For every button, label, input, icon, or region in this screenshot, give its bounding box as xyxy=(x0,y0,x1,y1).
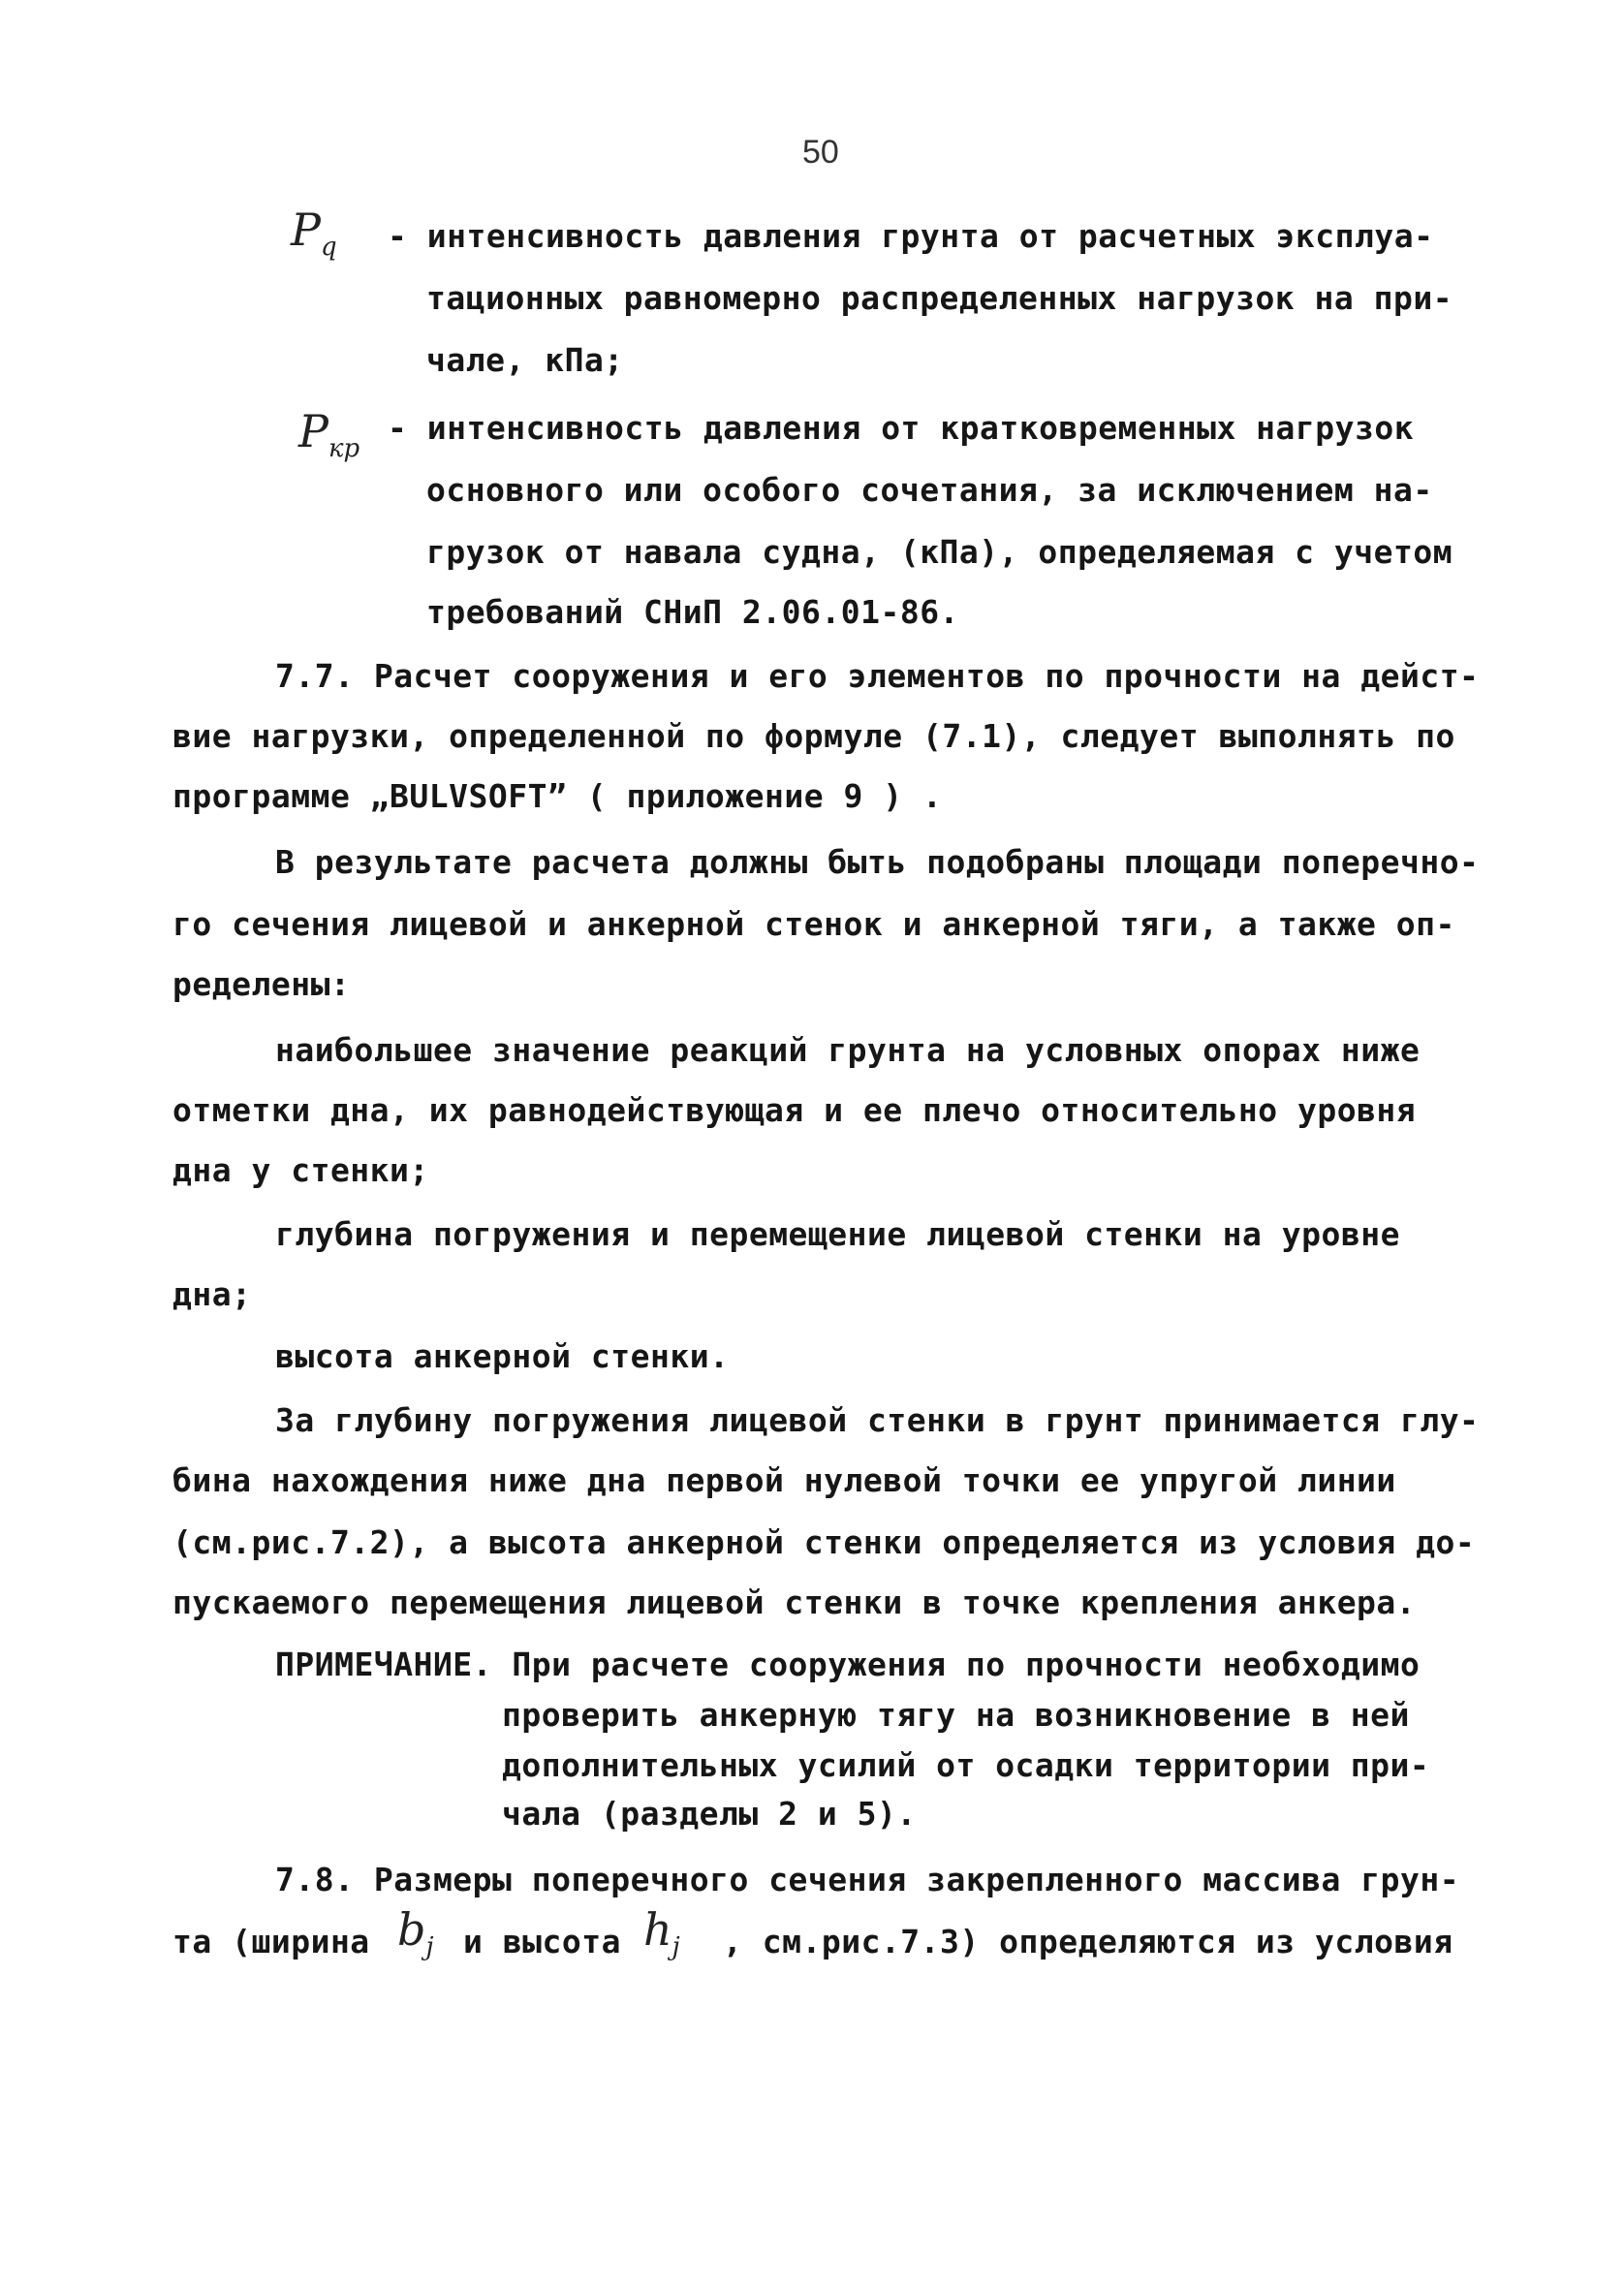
text-line: наибольшее значение реакций грунта на условных опорах ниже xyxy=(275,1031,1421,1069)
text-line: В результате расчета должны быть подобраны площади поперечно- xyxy=(275,843,1480,881)
text-line: 7.7. Расчет сооружения и его элементов по прочности на дейст- xyxy=(275,657,1480,695)
text-line: дна; xyxy=(172,1275,252,1313)
text-line: За глубину погружения лицевой стенки в грунт принимается глу- xyxy=(275,1401,1480,1439)
text-line: ределены: xyxy=(172,965,351,1003)
text-line: вие нагрузки, определенной по формуле (7.1), следует выполнять по xyxy=(172,717,1455,755)
text-line: глубина погружения и перемещение лицевой стенки на уровне xyxy=(275,1215,1400,1253)
symbol-h-j: $h_j$ xyxy=(643,1903,680,1962)
text-line: го сечения лицевой и анкерной стенок и анкерной тяги, а также оп- xyxy=(172,905,1455,943)
text-line: - интенсивность давления от кратковременных нагрузок xyxy=(388,409,1415,447)
page-number: 50 xyxy=(802,134,839,171)
text-line: тационных равномерно распределенных нагрузок на при- xyxy=(426,279,1453,317)
text-line: высота анкерной стенки. xyxy=(275,1337,730,1375)
text-line: и высота xyxy=(463,1923,621,1960)
note-line: дополнительных усилий от осадки территории при- xyxy=(502,1746,1430,1784)
symbol-b-j: $b_j$ xyxy=(397,1903,434,1962)
note-line: проверить анкерную тягу на возникновение в ней xyxy=(502,1696,1410,1734)
symbol-p-kr: $P_{кр}$ xyxy=(298,405,360,464)
text-line: дна у стенки; xyxy=(172,1151,429,1189)
text-line: пускаемого перемещения лицевой стенки в точке крепления анкера. xyxy=(172,1583,1417,1621)
text-line: , см.рис.7.3) определяются из условия xyxy=(723,1923,1453,1960)
text-line: 7.8. Размеры поперечного сечения закрепленного массива грун- xyxy=(275,1861,1460,1898)
text-line: грузок от навала судна, (кПа), определяемая с учетом xyxy=(426,533,1453,571)
note-line: чала (разделы 2 и 5). xyxy=(502,1795,917,1833)
text-line: - интенсивность давления грунта от расчетных эксплуа- xyxy=(388,217,1434,255)
text-line: требований СНиП 2.06.01-86. xyxy=(426,593,959,631)
symbol-p-q: $P_q$ xyxy=(291,204,337,263)
text-line: программе „BULVSOFT” ( приложение 9 ) . xyxy=(172,777,943,815)
text-line: бина нахождения ниже дна первой нулевой точки ее упругой линии xyxy=(172,1461,1396,1499)
text-line: основного или особого сочетания, за исключением на- xyxy=(426,471,1433,509)
text-line: (см.рис.7.2), а высота анкерной стенки определяется из условия до- xyxy=(172,1523,1476,1561)
text-line: та (ширина xyxy=(172,1923,370,1960)
text-line: чале, кПа; xyxy=(426,341,624,379)
text-line: отметки дна, их равнодействующая и ее плечо относительно уровня xyxy=(172,1091,1417,1129)
note-line: ПРИМЕЧАНИЕ. При расчете сооружения по прочности необходимо xyxy=(275,1646,1421,1683)
